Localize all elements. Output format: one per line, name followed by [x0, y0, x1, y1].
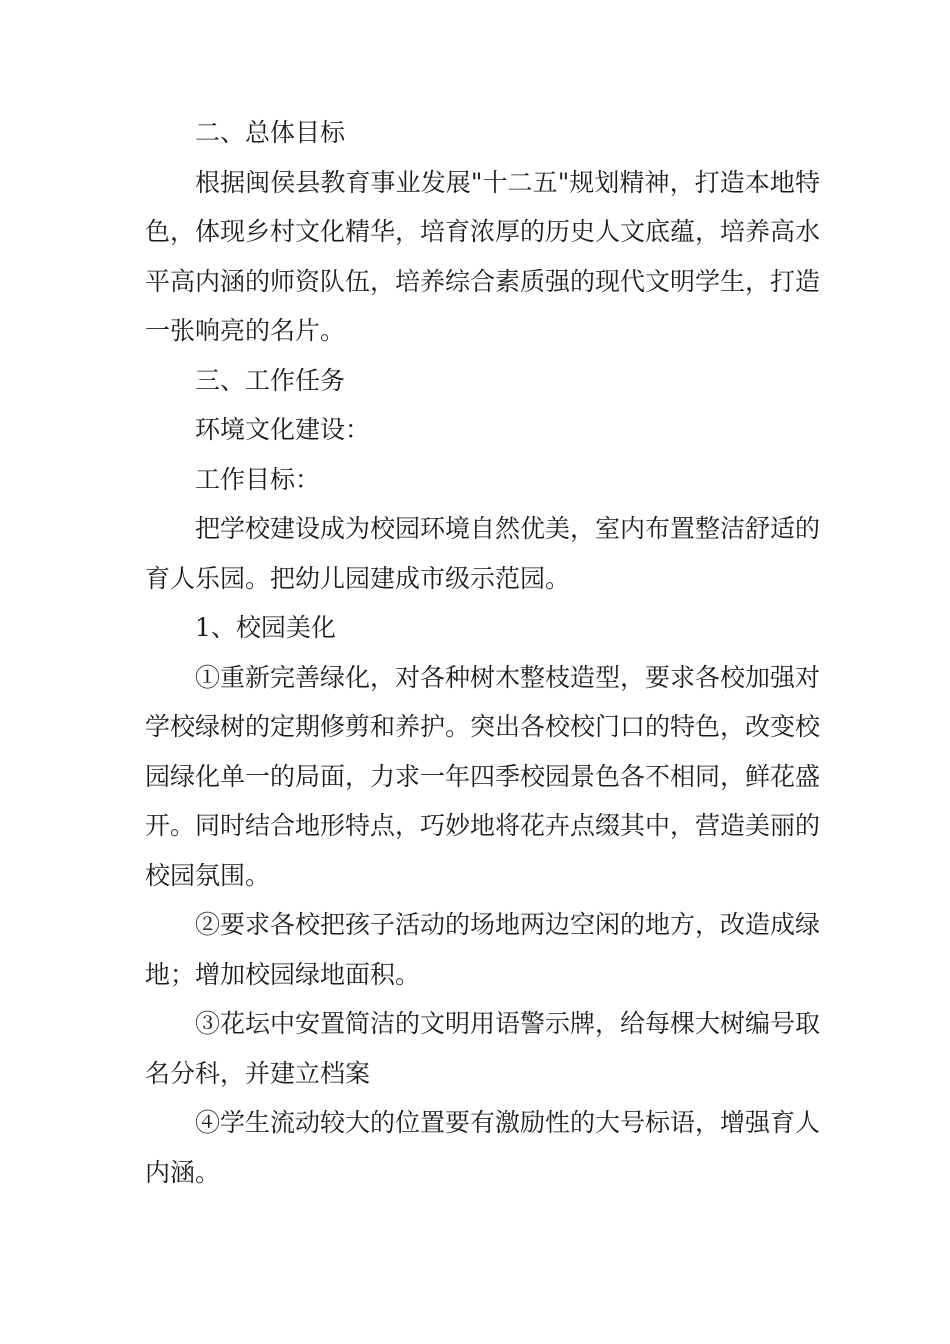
- section-heading-overall-goals: 二、总体目标: [195, 118, 346, 147]
- beautification-point-4: ④学生流动较大的位置要有激励性的大号标语，增强育人内涵。: [145, 1108, 821, 1187]
- section-heading-work-tasks: 三、工作任务: [195, 365, 346, 395]
- document-page: [145, 108, 820, 1197]
- campus-beautification-heading: 1、校园美化: [195, 613, 336, 642]
- beautification-point-1: ①重新完善绿化，对各种树木整枝造型，要求各校加强对学校绿树的定期修剪和养护。突出各校校门口的特色，改变校园绿化单一的局面，力求一年四季校园景色各不相同，鲜花盛开。同时结合地形特点，巧妙地将花卉点缀其中，营造美丽的校园氛围。: [145, 662, 821, 890]
- environment-culture-label: 环境文化建设：: [195, 415, 371, 444]
- work-goal-label: 工作目标：: [195, 464, 321, 494]
- beautification-point-2: ②要求各校把孩子活动的场地两边空闲的地方，改造成绿地；增加校园绿地面积。: [145, 910, 821, 989]
- beautification-point-3: ③花坛中安置简洁的文明用语警示牌，给每棵大树编号取名分科，并建立档案: [145, 1009, 821, 1088]
- overall-goals-paragraph: 根据闽侯县教育事业发展"十二五"规划精神，打造本地特色，体现乡村文化精华，培育浓厚的历史人文底蕴，培养高水平高内涵的师资队伍，培养综合素质强的现代文明学生，打造一张响亮的名片。: [145, 167, 821, 345]
- work-goal-paragraph: 把学校建设成为校园环境自然优美，室内布置整洁舒适的育人乐园。把幼儿园建成市级示范园。: [145, 514, 821, 593]
